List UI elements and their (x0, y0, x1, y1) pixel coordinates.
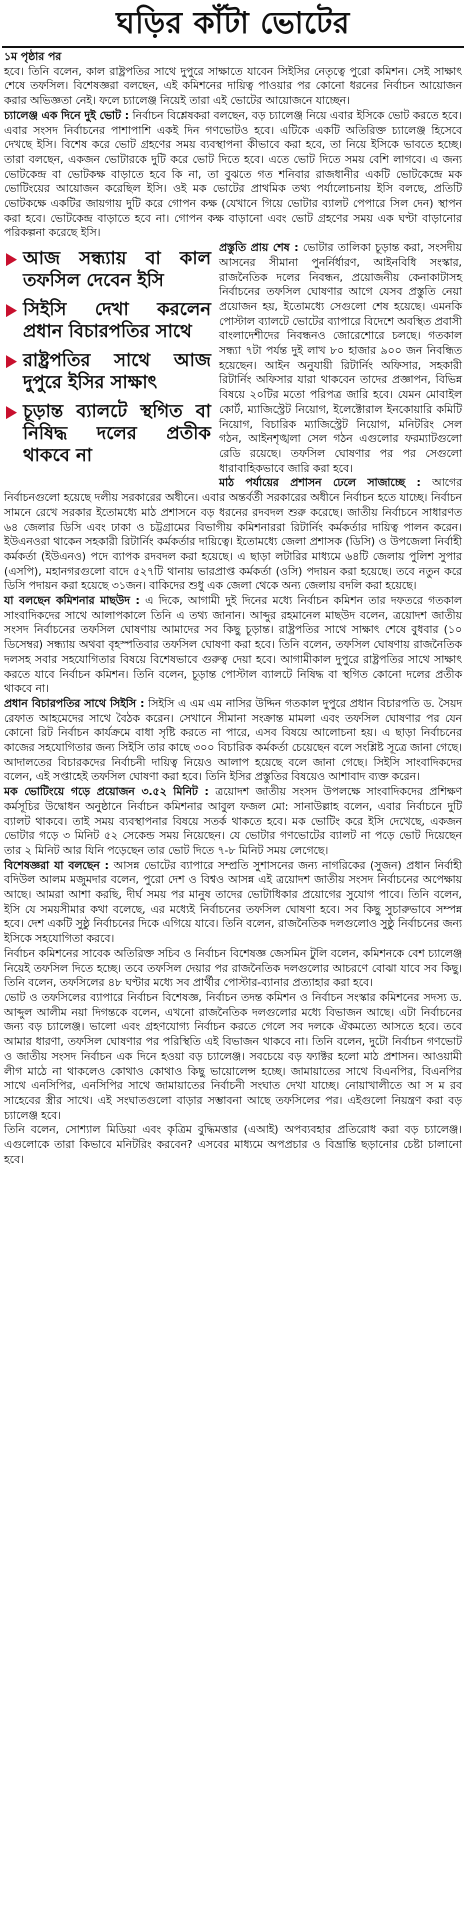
section-heading: প্রস্তুতি প্রায় শেষ : (219, 241, 299, 255)
tail-paragraph: ভোট ও তফসিলের ব্যাপারে নির্বাচন বিশেষজ্ঞ, নির্বাচন তদন্ত কমিশন ও নির্বাচন সংস্কার কমিশনের সদস্য ড. আব্দুল আলীম নয়া দিগন্তকে বলেন, এখনো রাজনৈতিক দলগুলোর মধ্যে বিভাজন আছে। এটা নির্বাচনের জন্য বড় চ্যালেঞ্জ। ভালো এবং গ্রহণযোগ্য নির্বাচন করতে গেলে সব দলকে ঐকমত্যে আসতে হবে। তবে আমার ধারণা, তফসিল ঘোষণার পর পরিস্থিতি এই বিভাজন থাকবে না। তিনি বলেন, দুটো নির্বাচন গণভোট ও জাতীয় সংসদ নির্বাচন এক দিনে হওয়া বড় চ্যালেঞ্জ। সবচেয়ে বড় ফ্যাক্টর হলো মাঠ প্রশাসন। আওয়ামী লীগ মাঠে না থাকলেও কোথাও কোথাও কিছু ভায়োলেন্স হচ্ছে। জামায়াতের সাথে বিএনপির, বিএনপির সাথে এনসিপির, এনসিপির সাথে জামায়াতের নির্বাচনী সংঘাত দেখা যাচ্ছে। নোয়াখালীতে আ স ম রব সাহেবের স্ত্রীর সাথে। এই সংঘাতগুলো বাড়ার সম্ভাবনা আছে তফসিলের পর। এইগুলো নিয়ন্ত্রণ করা বড় চ্যালেঞ্জ হবে। (4, 991, 462, 1122)
section-text: আগের নির্বাচনগুলো হয়েছে দলীয় সরকারের অধীনে। এবার অন্তর্বর্তী সরকারের অধীনে নির্বাচন হতে যাচ্ছে। নির্বাচন সামনে রেখে সরকার ইতোমধ্যে মাঠ প্রশাসনে বড় ধরনের রদবদল শুরু করেছে। জাতীয় নির্বাচনে সাধারণত ৬৪ জেলার ডিসি এবং ঢাকা ও চট্টগ্রামের বিভাগীয় কমিশনাররা রিটার্নিং কর্মকর্তার দায়িত্ব পালন করেন। ইউএনওরা থাকেন সহকারী রিটার্নিং কর্মকর্তার দায়িত্বে। ইতোমধ্যে জেলা প্রশাসক (ডিসি) ও উপজেলা নির্বাহী কর্মকর্তা (ইউএনও) পদে ব্যাপক রদবদল করা হয়েছে। এ ছাড়া লটারির মাধ্যমে ৬৪টি জেলায় পুলিশ সুপার (এসপি), মহানগরগুলো বাদে ৫২৭টি থানায় ভারপ্রাপ্ত কর্মকর্তা (ওসি) পদায়ন করা হয়েছে। তবে নতুন করে ডিসি পদায়ন করা হয়েছে ৩১জন। বাকিদের শুধু এক জেলা থেকে অন্য জেলায় বদলি করা হয়েছে। (4, 476, 463, 593)
highlight-item (6, 248, 211, 292)
section-heading: মক ভোটিংয়ে গড়ে প্রয়োজন ৩.৫২ মিনিট : (4, 785, 209, 799)
tail-paragraph: তিনি বলেন, সোশ্যাল মিডিয়া এবং কৃত্রিম বুদ্ধিমত্তার (এআই) অপব্যবহার প্রতিরোধ করা বড় চ্যালেঞ্জ। এগুলোকে তারা কিভাবে মনিটরিং করবেন? এসবের মাধ্যমে অপপ্রচার ও বিভ্রান্তি ছড়ানোর চেষ্টা চালানো হবে। (4, 1123, 462, 1166)
highlight-text: আজ সন্ধ্যায় বা কাল তফসিল দেবেন ইসি (23, 248, 211, 292)
article-body (0, 50, 466, 1167)
headline: ঘড়ির কাঁটা ভোটের (116, 6, 350, 41)
intro-paragraph (4, 50, 462, 109)
red-arrow-icon (6, 406, 17, 419)
section-text: ত্রয়োদশ জাতীয় সংসদ উপলক্ষে সাংবাদিকদের প্রশিক্ষণ কর্মসূচির উদ্বোধন অনুষ্ঠানে নির্বাচন কমিশনার আবুল ফজল মো: সানাউল্লাহ বলেন, এবার নির্বাচনে দুটি ব্যালট থাকবে। তাই সময় ব্যবস্থাপনার বিষয়ে সতর্ক থাকতে হবে। মক ভোটিং করে ইসি দেখেছে, একজন ভোটার গড়ে ৩ মিনিট ৫২ সেকেন্ড সময় নিয়েছেন। যে ভোটার গণভোটের ব্যালট না পড়ে ভোট দিয়েছেন তার ২ মিনিট আর যিনি পড়েছেন তার ভোট দিতে ৭-৮ মিনিট সময় লেগেছে। (4, 785, 463, 857)
red-arrow-icon (6, 304, 17, 317)
section-text: সিইসি এ এম এম নাসির উদ্দিন গতকাল দুপুরে প্রধান বিচারপতি ড. সৈয়দ রেফাত আহমেদের সাথে বৈঠক করেন। সেখানে সীমানা সংক্রান্ত মামলা এবং তফসিল ঘোষণার পর যেন কোনো রিট নির্বাচন কার্যক্রমে বাধা সৃষ্টি করতে না পারে, এসব বিষয়ে আলোচনা হয়। এ ছাড়া নির্বাচনের কাজের সহযোগিতার জন্য সিইসি তার কাছে ৩০০ বিচারিক কর্মকর্তা চেয়েছেন বলে সংশ্লিষ্ট সূত্রে জানা গেছে। আদালতের বিচারকদের নির্বাচনী দায়িত্ব নিয়েও আলাপ হয়েছে বলে জানা গেছে। সিইসি সাংবাদিকদের বলেন, এই সপ্তাহেই তফসিল ঘোষণা করা হবে। তিনি ইসির প্রস্তুতির বিষয়েও আশাবাদ ব্যক্ত করেন। (4, 696, 462, 784)
highlight-item (6, 299, 211, 343)
highlights-box (4, 244, 213, 478)
section-text: নির্বাচন বিশ্লেষকরা বলছেন, বড় চ্যালেঞ্জ নিয়ে এবার ইসিকে ভোট করতে হবে। এবার সংসদ নির্বাচনের পাশাপাশি একই দিন গণভোটও হবে। এটিকে একটি অতিরিক্ত চ্যালেঞ্জ হিসেবে দেখছে ইসি। বিশেষ করে ভোট গ্রহণের সময় ব্যবস্থাপনা কীভাবে করা হবে, তা নিয়ে ইসিকে ভাবতে হচ্ছে। তারা বলছেন, একজন ভোটারকে দুটি করে ভোট দিতে হবে। এতে ভোট দিতে সময় বেশি লাগবে। এ জন্য ভোটকেন্দ্র বা ভোটকক্ষ বাড়াতে হবে কি না, তা বুঝতে গত শনিবার রাজধানীর একটি ভোটকেন্দ্রে মক ভোটিংয়ের আয়োজন করেছিল ইসি। ওই মক ভোটের প্রাথমিক তথ্য পর্যালোচনায় ইসি বলছে, প্রতিটি ভোটকক্ষে একটির জায়গায় দুটি করে গোপন কক্ষ (যেখানে গিয়ে ভোটার ব্যালট পেপারে সিল দেন) স্থাপন করা হবে। ভোটকেন্দ্র বাড়াতে হবে না। গোপন কক্ষ বাড়ানো এবং ভোট গ্রহণের সময় এক ঘণ্টা বাড়ানোর পরিকল্পনা করেছে ইসি। (4, 108, 463, 240)
section-commissioner (4, 594, 462, 697)
headline-rule (2, 46, 464, 48)
section-text: আসন্ন ভোটের ব্যাপারে সম্প্রতি সুশাসনের জন্য নাগরিকের (সুজন) প্রধান নির্বাহী বদিউল আলম মজুমদার বলেন, পুরো দেশ ও বিশ্বও আসন্ন এই ত্রয়োদশ জাতীয় সংসদ নির্বাচনের অপেক্ষায় আছে। আমরা আশা করছি, দীর্ঘ সময় পর মানুষ তাদের ভোটাধিকার প্রয়োগের সুযোগ পাবে। তিনি বলেন, ইসি যে সময়সীমার কথা বলেছে, এর মধ্যেই নির্বাচনের তফসিল ঘোষণা হবে। সব কিছু সুচারুভাবে সম্পন্ন হবে। দেশ একটি সুষ্ঠু নির্বাচনের দিকে এগিয়ে যাবে। তিনি বলেন, রাজনৈতিক দলগুলোও সুষ্ঠু নির্বাচনের জন্য ইসিকে সহযোগিতা করবে। (4, 858, 463, 946)
section-heading: বিশেষজ্ঞরা যা বলছেন : (4, 858, 109, 872)
continued-label: ১ম পৃষ্ঠার পর (4, 50, 62, 63)
section-field-admin (4, 476, 462, 594)
highlight-text: চূড়ান্ত ব্যালটে স্থগিত বা নিষিদ্ধ দলের প্রতীক থাকবে না (23, 401, 211, 467)
highlight-item (6, 350, 211, 394)
section-heading: মাঠ পর্যায়ের প্রশাসন ঢেলে সাজাচ্ছে : (219, 476, 421, 490)
section-chief-justice (4, 697, 462, 785)
intro-text: হবে। তিনি বলেন, কাল রাষ্ট্রপতির সাথে দুপুরে সাক্ষাতে যাবেন সিইসির নেতৃত্বে পুরো কমিশন। সেই সাক্ষাৎ শেষে তফসিল। বিশেষজ্ঞরা বলছেন, এই কমিশনের দায়িত্ব পাওয়ার পর কোনো ধরনের নির্বাচন আয়োজন করার অভিজ্ঞতা নেই। ফলে চ্যালেঞ্জ নিয়েই তারা এই ভোটের আয়োজনে যাচ্ছেন। (4, 64, 462, 108)
section-experts (4, 859, 462, 947)
section-text: ভোটার তালিকা চূড়ান্ত করা, সংসদীয় আসনের সীমানা পুনর্নির্ধারণ, আইনবিধি সংস্কার, রাজনৈতিক দলের নিবন্ধন, প্রয়োজনীয় কেনাকাটাসহ নির্বাচনের তফসিল ঘোষণার আগে যেসব প্রস্তুতি নেয়া প্রয়োজন হয়, ইতোমধ্যে সেগুলো শেষ হয়েছে। এমনকি পোস্টাল ব্যালটে ভোটের ব্যাপারে বিদেশে অবস্থিত প্রবাসী বাংলাদেশীদের নিবন্ধনও জোরেশোরে চলছে। গতকাল সন্ধ্যা ৭টা পর্যন্ত দুই লাখ ৮০ হাজার ৯০০ জন নিবন্ধিত হয়েছেন। আইন অনুযায়ী রিটার্নিং অফিসার, সহকারী রিটার্নিং অফিসার যারা থাকবেন তাদের প্রজ্ঞাপন, বিভিন্ন বিষয়ে ২০টির মতো পরিপত্র জারি হবে। যেমন মোবাইল কোর্ট, ম্যাজিস্ট্রেট নিয়োগ, ইলেক্টোরাল ইনকোয়ারি কমিটি নিয়োগ, বিচারিক ম্যাজিস্ট্রেট নিয়োগ, মনিটরিং সেল গঠন, আইনশৃঙ্খলা সেল গঠন এগুলোর ফরম্যাটগুলো রেডি রয়েছে। তফসিল ঘোষণার পর পর সেগুলো ধারাবাহিকভাবে জারি করা হবে। (219, 241, 462, 475)
red-arrow-icon (6, 253, 17, 266)
section-heading: চ্যালেঞ্জ এক দিনে দুই ভোট : (4, 108, 130, 122)
highlight-text: রাষ্ট্রপতির সাথে আজ দুপুরে ইসির সাক্ষাৎ (23, 350, 211, 394)
tail-paragraph: নির্বাচন কমিশনের সাবেক অতিরিক্ত সচিব ও নির্বাচন বিশেষজ্ঞ জেসমিন টুলি বলেন, কমিশনকে বেশ চ্যালেঞ্জ নিয়েই তফসিল দিতে হচ্ছে। তবে তফসিল দেয়ার পর রাজনৈতিক দলগুলোর আচরণে বোঝা যাবে সব কিছু। তিনি বলেন, তফসিলের ৪৮ ঘণ্টার মধ্যে সব প্রার্থীর পোস্টার-ব্যানার প্রত্যাহার করা হবে। (4, 946, 462, 990)
section-text: এ দিকে, আগামী দুই দিনের মধ্যে নির্বাচন কমিশন তার দফতরে গতকাল সাংবাদিকদের সাথে আলাপকালে তিনি এ তথ্য জানান। আব্দুর রহমানেল মাছউদ বলেন, ত্রয়োদশ জাতীয় সংসদ নির্বাচনের তফসিল ঘোষণায় আমাদের সব কিছু চূড়ান্ত। রাষ্ট্রপতির সাথে সাক্ষাৎ শেষে বুধবার (১০ ডিসেম্বর) সন্ধ্যায় অথবা বৃহস্পতিবার তফসিল ঘোষণা করা হবে। তিনি বলেন, তফসিল ঘোষণায় রাজনৈতিক দলসহ সবার সহযোগিতার বিষয়ে বিশেষভাবে গুরুত্ব দেয়া হবে। আগামীকাল দুপুরে রাষ্ট্রপতির সাথে সাক্ষাৎ করতে যাবে নির্বাচন কমিশন। তিনি বলেন, চূড়ান্ত পোস্টাল ব্যালটে নিষিদ্ধ বা স্থগিত কোনো দলের প্রতীক থাকবে না। (4, 594, 462, 696)
red-arrow-icon (6, 355, 17, 368)
highlight-item (6, 401, 211, 467)
section-heading: যা বলছেন কমিশনার মাছউদ : (4, 594, 140, 608)
section-heading: প্রধান বিচারপতির সাথে সিইসি : (4, 696, 145, 710)
highlight-text: সিইসি দেখা করলেন প্রধান বিচারপতির সাথে (23, 299, 211, 343)
section-challenge (4, 109, 462, 241)
section-mock-voting (4, 785, 462, 859)
